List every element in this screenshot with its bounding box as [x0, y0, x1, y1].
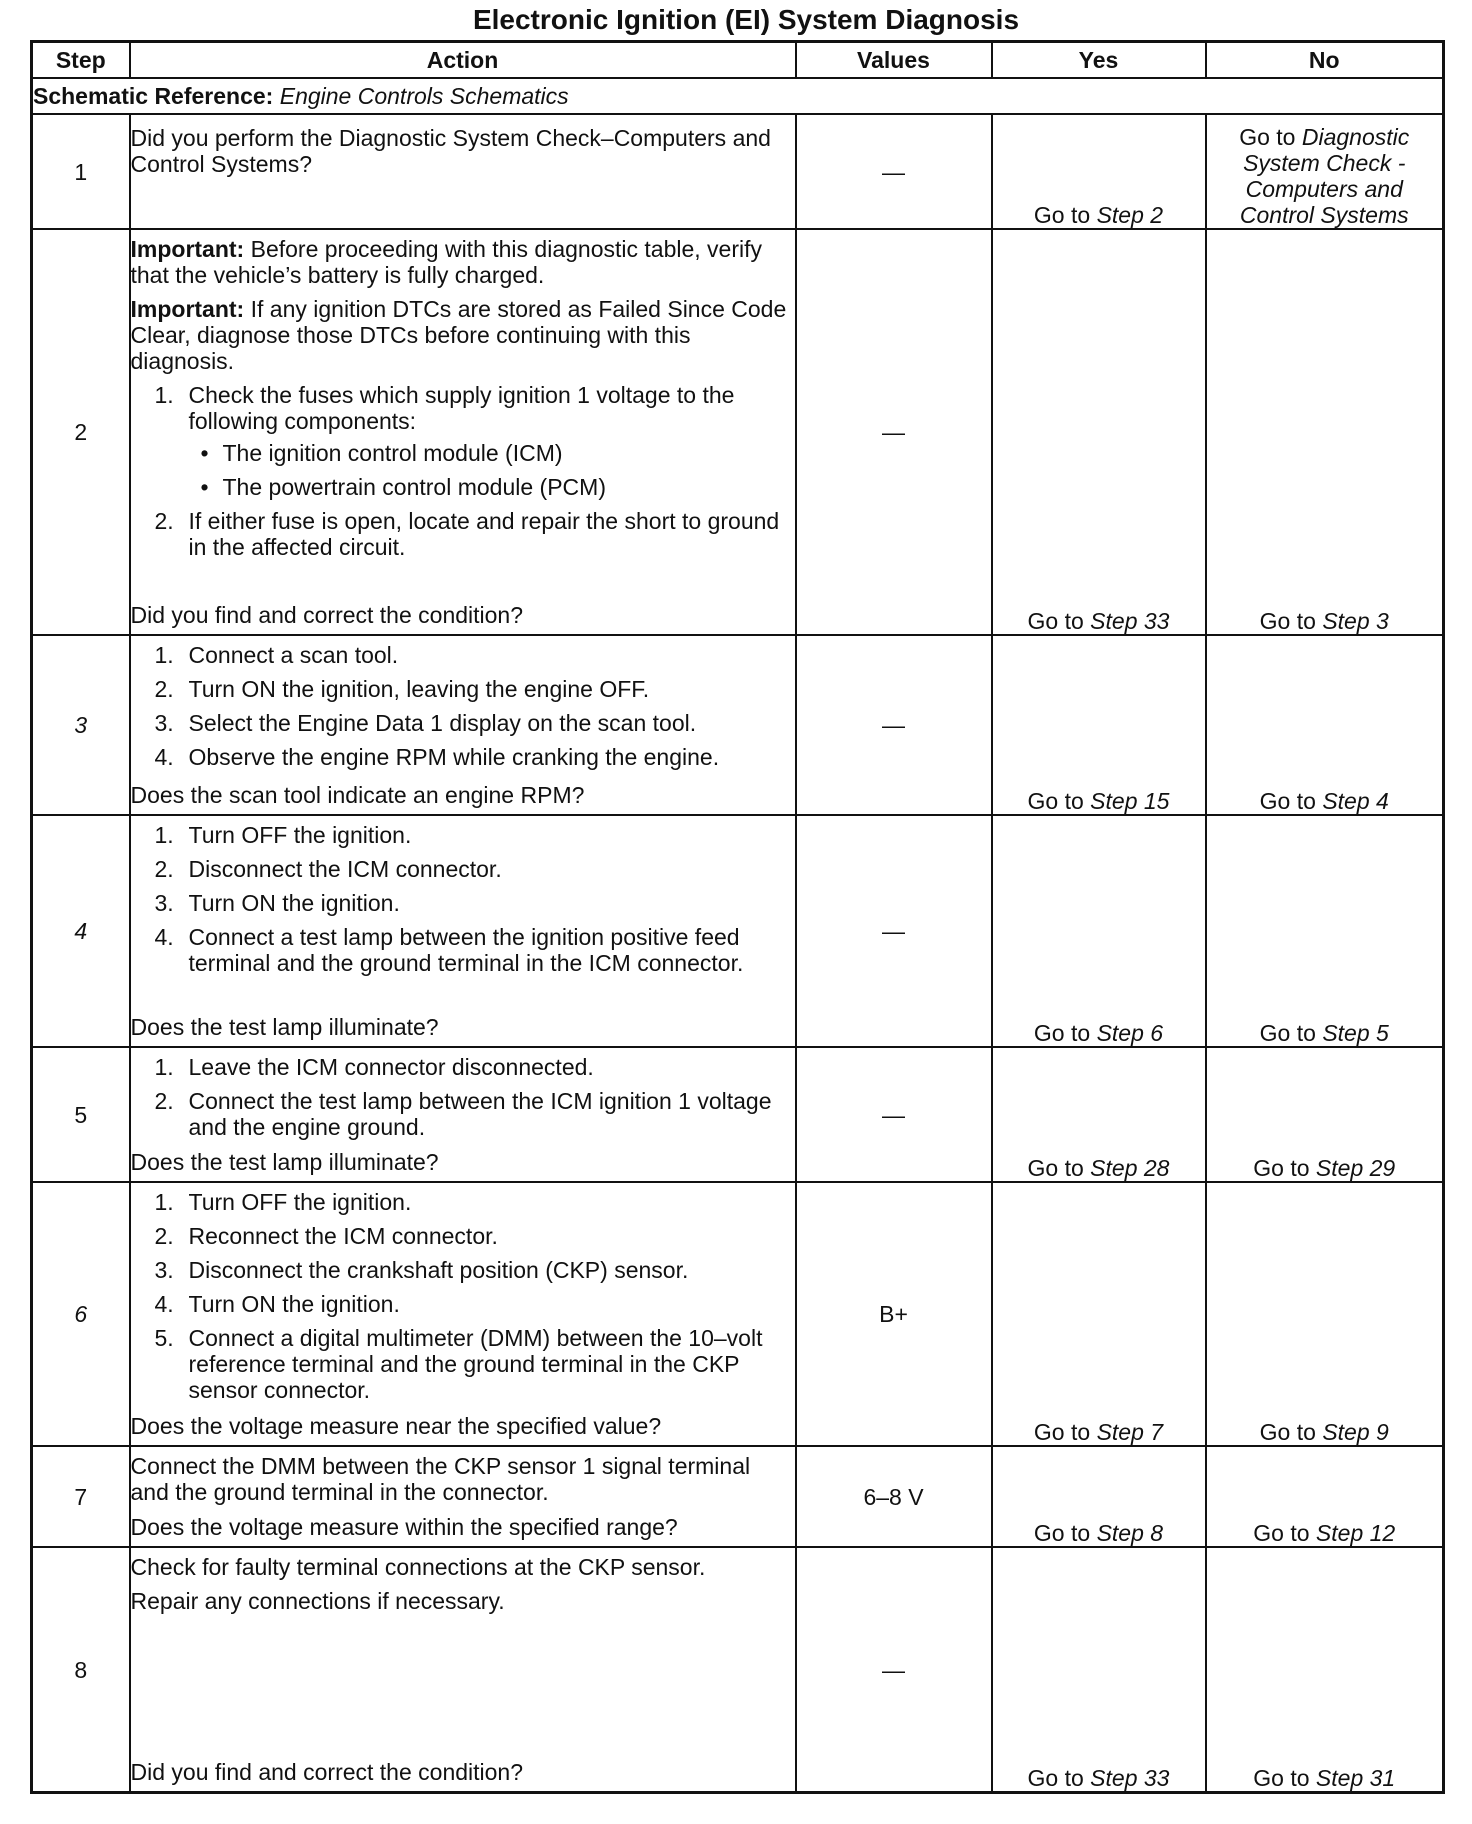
list-item: 3. Disconnect the crankshaft position (CKP) sensor. — [154, 1257, 689, 1283]
step-list — [131, 822, 795, 984]
table-row — [32, 229, 1444, 635]
list-item — [131, 508, 795, 560]
step-number: 8 — [32, 1547, 130, 1793]
yes-cell — [992, 635, 1206, 815]
no-prefix: Go to — [1259, 1419, 1316, 1445]
no-target: Step 3 — [1322, 608, 1389, 634]
list-item: 2. Reconnect the ICM connector. — [154, 1223, 498, 1249]
yes-target: Step 15 — [1090, 788, 1170, 814]
no-prefix: Go to — [1253, 1155, 1310, 1181]
value-cell: — — [796, 815, 992, 1047]
table-row — [32, 635, 1444, 815]
table-row — [32, 1547, 1444, 1793]
question-text: Does the test lamp illuminate? — [130, 1014, 439, 1040]
yes-cell — [992, 1182, 1206, 1446]
important-label: Important: — [130, 296, 245, 322]
no-prefix: Go to — [1259, 788, 1316, 814]
list-item: 3. Turn ON the ignition. — [154, 890, 400, 916]
bullet-list — [189, 440, 795, 500]
no-cell — [1206, 1182, 1444, 1446]
no-cell — [1206, 815, 1444, 1047]
list-item — [131, 382, 795, 500]
list-item: 4. Connect a test lamp between the ignition positive feed terminal and the ground terminal in the ICM connector. — [154, 924, 744, 976]
schematic-reference — [32, 78, 1444, 114]
diagnosis-table — [30, 40, 1445, 1794]
action-text: Did you perform the Diagnostic System Check–Computers and Control Systems? — [130, 125, 771, 177]
value-cell: — — [796, 1047, 992, 1182]
yes-prefix: Go to — [1027, 788, 1084, 814]
no-prefix: Go to — [1259, 608, 1316, 634]
step-number: 1 — [32, 114, 130, 229]
list-number: 1. — [154, 382, 174, 408]
yes-prefix: Go to — [1027, 1765, 1084, 1791]
list-item: 4. Turn ON the ignition. — [154, 1291, 400, 1317]
header-yes: Yes — [992, 42, 1206, 79]
list-item: 2. Disconnect the ICM connector. — [154, 856, 502, 882]
yes-prefix: Go to — [1033, 1520, 1091, 1546]
step-number: 6 — [32, 1182, 130, 1446]
step-list — [131, 382, 795, 560]
important-label: Important: — [130, 236, 245, 262]
yes-cell — [992, 114, 1206, 229]
no-target: Step 5 — [1322, 1020, 1389, 1046]
header-no: No — [1206, 42, 1444, 79]
no-target: Step 12 — [1315, 1520, 1396, 1546]
question-text: Does the scan tool indicate an engine RPM? — [130, 782, 585, 808]
list-item: 4. Observe the engine RPM while cranking the engine. — [154, 744, 720, 770]
yes-target: Step 33 — [1090, 608, 1170, 634]
no-cell — [1206, 229, 1444, 635]
question-text: Did you find and correct the condition? — [130, 602, 524, 628]
yes-cell — [992, 1547, 1206, 1793]
list-item: 2. Turn ON the ignition, leaving the engine OFF. — [154, 676, 650, 702]
important-text: Before proceeding with this diagnostic table, verify that the vehicle’s battery is fully charged. — [130, 236, 762, 288]
yes-cell — [992, 229, 1206, 635]
no-prefix: Go to — [1253, 1765, 1310, 1791]
value-cell: — — [796, 1547, 992, 1793]
no-cell — [1206, 635, 1444, 815]
header-row — [32, 42, 1444, 79]
table-row — [32, 1182, 1444, 1446]
yes-cell — [992, 1446, 1206, 1547]
value-cell: — — [796, 114, 992, 229]
question-text: Does the test lamp illuminate? — [130, 1149, 439, 1175]
table-row — [32, 1446, 1444, 1547]
important-text: If any ignition DTCs are stored as Failed Since Code Clear, diagnose those DTCs before continuing with this diagnosis. — [130, 296, 787, 374]
step-list — [131, 1189, 795, 1411]
table-row — [32, 1047, 1444, 1182]
no-target: Step 31 — [1315, 1765, 1396, 1791]
list-item: 5. Connect a digital multimeter (DMM) between the 10–volt reference terminal and the ground terminal in the CKP sensor connector. — [154, 1325, 763, 1403]
action-cell — [130, 1446, 796, 1547]
no-cell — [1206, 1446, 1444, 1547]
important-note — [131, 296, 795, 374]
important-note — [131, 236, 795, 288]
yes-target: Step 6 — [1096, 1020, 1164, 1046]
no-target: Step 9 — [1322, 1419, 1389, 1445]
page-title: Electronic Ignition (EI) System Diagnosis — [472, 4, 1020, 35]
value-cell: — — [796, 635, 992, 815]
step-number: 2 — [32, 229, 130, 635]
yes-prefix: Go to — [1033, 202, 1091, 228]
action-cell — [130, 1547, 796, 1793]
no-cell — [1206, 114, 1444, 229]
yes-target: Step 2 — [1096, 202, 1164, 228]
value-cell: — — [796, 229, 992, 635]
yes-prefix: Go to — [1027, 1155, 1084, 1181]
no-target: Step 4 — [1322, 788, 1389, 814]
schematic-reference-label: Schematic Reference: — [33, 83, 274, 109]
list-item: 1. Leave the ICM connector disconnected. — [154, 1054, 594, 1080]
yes-prefix: Go to — [1027, 608, 1084, 634]
step-list — [131, 1054, 795, 1148]
no-cell — [1206, 1547, 1444, 1793]
yes-target: Step 8 — [1096, 1520, 1164, 1546]
yes-prefix: Go to — [1033, 1419, 1091, 1445]
no-cell — [1206, 1047, 1444, 1182]
yes-prefix: Go to — [1033, 1020, 1091, 1046]
list-item: 1. Turn OFF the ignition. — [154, 1189, 412, 1215]
action-cell — [130, 229, 796, 635]
action-text: Connect the DMM between the CKP sensor 1 signal terminal and the ground terminal in the connector. — [130, 1453, 751, 1505]
step-list — [131, 642, 795, 778]
no-target: Step 29 — [1315, 1155, 1396, 1181]
value-cell: B+ — [796, 1182, 992, 1446]
header-values: Values — [796, 42, 992, 79]
bullet-item: • The powertrain control module (PCM) — [200, 474, 606, 500]
question-text: Does the voltage measure near the specified value? — [130, 1413, 662, 1439]
step-number: 4 — [32, 815, 130, 1047]
value-cell: 6–8 V — [796, 1446, 992, 1547]
action-cell — [130, 815, 796, 1047]
schematic-reference-row — [32, 78, 1444, 114]
no-prefix: Go to — [1259, 1020, 1316, 1046]
list-item: 2. Connect the test lamp between the ICM ignition 1 voltage and the engine ground. — [154, 1088, 772, 1140]
action-cell — [130, 1047, 796, 1182]
list-text: If either fuse is open, locate and repair the short to ground in the affected circuit. — [188, 508, 780, 560]
bullet-item: • The ignition control module (ICM) — [200, 440, 563, 466]
list-item: 1. Turn OFF the ignition. — [154, 822, 412, 848]
yes-target: Step 28 — [1090, 1155, 1170, 1181]
no-prefix: Go to — [1253, 1520, 1310, 1546]
step-number: 5 — [32, 1047, 130, 1182]
question-text: Did you find and correct the condition? — [130, 1759, 524, 1785]
list-number: 2. — [154, 508, 174, 534]
yes-target: Step 7 — [1096, 1419, 1164, 1445]
question-text: Does the voltage measure within the specified range? — [130, 1514, 678, 1540]
action-cell — [130, 1182, 796, 1446]
table-row — [32, 815, 1444, 1047]
schematic-reference-value: Engine Controls Schematics — [279, 83, 569, 109]
header-action: Action — [130, 42, 796, 79]
step-number: 3 — [32, 635, 130, 815]
no-target: Diagnostic System Check - Computers and Control Systems — [1239, 124, 1410, 228]
page — [30, 0, 1442, 1794]
header-step: Step — [32, 42, 130, 79]
action-cell — [130, 114, 796, 229]
list-item: 1. Connect a scan tool. — [154, 642, 399, 668]
yes-cell — [992, 1047, 1206, 1182]
no-prefix: Go to — [1239, 124, 1296, 150]
yes-target: Step 33 — [1090, 1765, 1170, 1791]
yes-cell — [992, 815, 1206, 1047]
list-text: Check the fuses which supply ignition 1 voltage to the following components: — [188, 382, 735, 434]
action-cell — [130, 635, 796, 815]
action-text: Check for faulty terminal connections at the CKP sensor. — [130, 1554, 706, 1580]
action-text: Repair any connections if necessary. — [130, 1588, 505, 1614]
list-item: 3. Select the Engine Data 1 display on the scan tool. — [154, 710, 697, 736]
step-number: 7 — [32, 1446, 130, 1547]
table-row — [32, 114, 1444, 229]
